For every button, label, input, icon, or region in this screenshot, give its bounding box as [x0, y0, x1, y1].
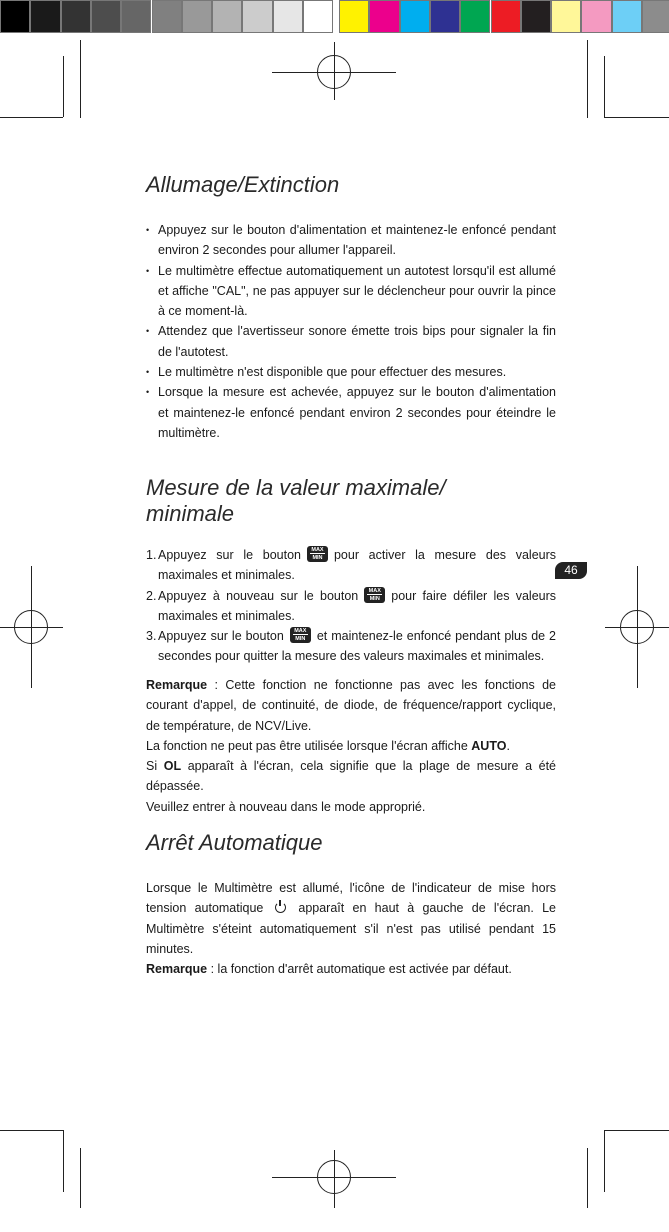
max-min-button-icon: MAX MIN — [307, 546, 328, 562]
max-min-button-icon: MAX MIN — [364, 587, 385, 603]
gray-swatch — [273, 0, 303, 33]
note-label: Remarque — [146, 962, 208, 977]
color-swatch — [642, 0, 669, 33]
color-swatch — [491, 0, 521, 33]
note-paragraph: Remarque : la fonction d'arrêt automatique est activée par défaut. — [146, 962, 512, 977]
auto-off-body — [146, 878, 556, 979]
color-swatch — [551, 0, 581, 33]
list-item: • Appuyez sur le bouton d'alimentation et maintenez-le enfoncé pendant environ 2 secondes pour allumer l'appareil. — [146, 220, 556, 261]
crop-mark-bottom-left-v2 — [80, 1148, 81, 1208]
crop-mark-bottom-right-h — [604, 1130, 669, 1131]
note-paragraph: Remarque : Cette fonction ne fonctionne pas avec les fonctions de courant d'appel, de continuité, de diode, de fréquence/rapport cyclique, de température, de NCV/Live. — [146, 678, 556, 733]
power-bullet-list — [146, 220, 556, 443]
gray-swatch — [212, 0, 242, 33]
mode-paragraph: Veuillez entrer à nouveau dans le mode approprié. — [146, 799, 426, 814]
gray-swatch — [303, 0, 333, 33]
max-min-button-icon: MAX MIN — [290, 627, 311, 643]
auto-off-paragraph: Lorsque le Multimètre est allumé, l'icône de l'indicateur de mise hors tension automatique apparaît en haut à gauche de l'écran. Le Multimètre s'éteint automatiquement s'il n'est pas utilisé pendant 15 minutes. — [146, 881, 556, 956]
gray-swatch — [242, 0, 272, 33]
gray-swatch — [91, 0, 121, 33]
gray-swatch — [30, 0, 60, 33]
list-item: • Lorsque la mesure est achevée, appuyez sur le bouton d'alimentation et maintenez-le enfoncé pendant environ 2 secondes pour éteindre le multimètre. — [146, 382, 556, 443]
color-swatch — [369, 0, 399, 33]
list-item: 1. Appuyez sur le bouton MAX MIN pour activer la mesure des valeurs maximales et minimales. — [146, 547, 557, 583]
section-title-maxmin-line2: minimale — [146, 501, 235, 526]
color-swatch — [460, 0, 490, 33]
list-item: 2. Appuyez à nouveau sur le bouton MAX MIN pour faire défiler les valeurs maximales et minimales. — [146, 587, 557, 623]
auto-paragraph: La fonction ne peut pas être utilisée lorsque l'écran affiche AUTO. — [146, 738, 510, 753]
crop-mark-bottom-right-v — [604, 1130, 605, 1192]
list-item: 3. Appuyez sur le bouton MAX MIN et maintenez-le enfoncé pendant plus de 2 secondes pour quitter la mesure des valeurs maximales et minimales. — [146, 628, 557, 664]
color-swatch — [339, 0, 369, 33]
ol-paragraph: Si OL apparaît à l'écran, cela signifie que la plage de mesure a été dépassée. — [146, 759, 557, 794]
section-title-power: Allumage/Extinction — [146, 172, 340, 197]
section-title-auto-off: Arrêt Automatique — [146, 830, 323, 855]
crop-mark-bottom-left-h — [0, 1130, 63, 1131]
crop-mark-bottom-left-v — [63, 1130, 64, 1192]
list-item: • Le multimètre effectue automatiquement un autotest lorsqu'il est allumé et affiche "CAL", ne pas appuyer sur le déclencheur pour ouvrir la pince à ce moment-là. — [146, 261, 556, 322]
gray-swatch — [152, 0, 182, 33]
page-number-badge: 46 — [555, 562, 587, 579]
crop-mark-top-right-h — [604, 117, 669, 118]
list-item: • Attendez que l'avertisseur sonore émette trois bips pour signaler la fin de l'autotest. — [146, 321, 556, 362]
crop-mark-top-right-v2 — [587, 40, 588, 118]
color-swatch — [612, 0, 642, 33]
note-label: Remarque — [146, 678, 208, 692]
color-swatch — [430, 0, 460, 33]
crop-mark-bottom-right-v2 — [587, 1148, 588, 1208]
gray-swatch — [61, 0, 91, 33]
gray-swatch — [121, 0, 151, 33]
crop-mark-top-right-v — [604, 56, 605, 117]
color-swatch — [581, 0, 611, 33]
gray-swatch — [0, 0, 30, 33]
section-title-maxmin — [146, 475, 446, 527]
crop-mark-top-left-v2 — [80, 40, 81, 118]
power-icon — [275, 902, 286, 913]
color-swatch — [521, 0, 551, 33]
crop-mark-top-left-h — [0, 117, 63, 118]
section-title-maxmin-line1: Mesure de la valeur maximale/ — [146, 475, 446, 500]
color-calibration-bar — [0, 0, 669, 33]
crop-mark-top-left-v — [63, 56, 64, 117]
list-item: • Le multimètre n'est disponible que pour effectuer des mesures. — [146, 362, 556, 382]
maxmin-steps — [146, 545, 556, 667]
color-swatch — [400, 0, 430, 33]
maxmin-notes — [146, 675, 556, 817]
gray-swatch — [182, 0, 212, 33]
